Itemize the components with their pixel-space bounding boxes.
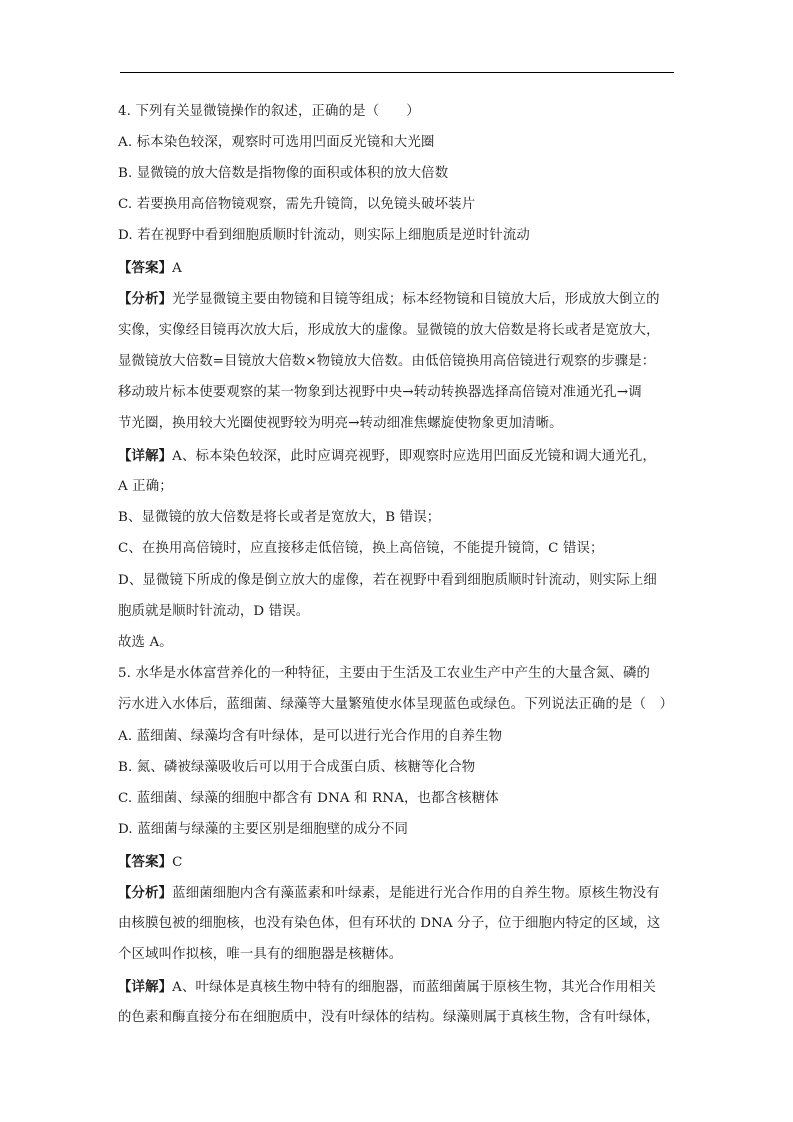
line-text: A、叶绿体是真核生物中特有的细胞器，而蓝细菌属于原核生物，其光合作用相关 bbox=[172, 980, 656, 995]
line-text: B. 显微镜的放大倍数是指物像的面积或体积的放大倍数 bbox=[118, 166, 449, 181]
line-text: 实像，实像经目镜再次放大后，形成放大的虚像。显微镜的放大倍数是将长或者是宽放大， bbox=[118, 323, 660, 338]
section-tag: 【详解】 bbox=[118, 979, 173, 995]
line-text: C. 若要换用高倍物镜观察，需先升镜筒，以免镜头破坏装片 bbox=[118, 197, 476, 212]
line-text: 蓝细菌细胞内含有藻蓝素和叶绿素，是能进行光合作用的自养生物。原核生物没有 bbox=[172, 886, 660, 901]
line-text: A 正确； bbox=[118, 479, 173, 494]
text-line bbox=[118, 571, 657, 591]
line-text: 4. 下列有关显微镜操作的叙述，正确的是（ ） bbox=[118, 104, 420, 119]
line-text: C bbox=[172, 855, 183, 870]
text-line bbox=[118, 602, 309, 622]
text-line bbox=[118, 1008, 660, 1028]
line-text: 5. 水华是水体富营养化的一种特征，主要由于生活及工农业生产中产生的大量含氮、磷的 bbox=[118, 666, 651, 681]
text-line bbox=[118, 539, 604, 559]
line-text: C. 蓝细菌、绿藻的细胞中都含有 DNA 和 RNA，也都含核糖体 bbox=[118, 791, 499, 806]
text-line bbox=[118, 321, 660, 341]
section-tag: 【答案】 bbox=[118, 854, 173, 870]
section-tag: 【分析】 bbox=[118, 885, 173, 901]
text-line bbox=[118, 133, 435, 153]
text-line bbox=[118, 102, 420, 122]
labeled-line bbox=[118, 977, 656, 998]
labeled-line bbox=[118, 289, 660, 310]
line-text: 个区域叫作拟核，唯一具有的细胞器是核糖体。 bbox=[118, 947, 403, 962]
line-text: A. 蓝细菌、绿藻均含有叶绿体，是可以进行光合作用的自养生物 bbox=[118, 729, 503, 744]
section-tag: 【详解】 bbox=[118, 448, 173, 464]
line-text: C、在换用高倍镜时，应直接移走低倍镜，换上高倍镜，不能提升镜筒，C 错误； bbox=[118, 541, 604, 556]
text-line bbox=[118, 508, 440, 528]
text-line bbox=[118, 820, 408, 840]
labeled-line bbox=[118, 258, 182, 279]
text-line bbox=[118, 414, 563, 434]
labeled-line bbox=[118, 852, 183, 873]
text-line bbox=[118, 664, 650, 684]
text-line bbox=[118, 164, 448, 184]
text-line bbox=[118, 945, 402, 965]
text-line bbox=[118, 226, 530, 246]
text-line bbox=[118, 695, 673, 715]
text-line bbox=[118, 758, 475, 778]
line-text: 移动玻片标本使要观察的某一物象到达视野中央→转动转换器选择高倍镜对准通光孔→调 bbox=[118, 385, 642, 400]
text-line bbox=[118, 383, 642, 403]
line-text: A bbox=[172, 261, 182, 276]
line-text: 故选 A。 bbox=[118, 635, 173, 650]
line-text: 显微镜放大倍数=目镜放大倍数×物镜放大倍数。由低倍镜换用高倍镜进行观察的步骤是： bbox=[118, 354, 656, 369]
section-tag: 【分析】 bbox=[118, 291, 173, 307]
line-text: B. 氮、磷被绿藻吸收后可以用于合成蛋白质、核糖等化合物 bbox=[118, 760, 476, 775]
line-text: 节光圈，换用较大光圈使视野较为明亮→转动细准焦螺旋使物象更加清晰。 bbox=[118, 416, 563, 431]
text-line bbox=[118, 195, 475, 215]
text-line bbox=[118, 914, 660, 934]
line-text: D. 蓝细菌与绿藻的主要区别是细胞壁的成分不同 bbox=[118, 822, 409, 837]
line-text: D、显微镜下所成的像是倒立放大的虚像，若在视野中看到细胞质顺时针流动，则实际上细 bbox=[118, 573, 657, 588]
line-text: A、标本染色较深，此时应调亮视野，即观察时应选用凹面反光镜和调大通光孔， bbox=[172, 449, 656, 464]
labeled-line bbox=[118, 446, 656, 467]
line-text: 污水进入水体后，蓝细菌、绿藻等大量繁殖使水体呈现蓝色或绿色。下列说法正确的是（ ） bbox=[118, 697, 674, 712]
text-line bbox=[118, 477, 173, 497]
labeled-line bbox=[118, 883, 660, 904]
section-tag: 【答案】 bbox=[118, 260, 173, 276]
line-text: 由核膜包被的细胞核，也没有染色体，但有环状的 DNA 分子，位于细胞内特定的区域，这 bbox=[118, 916, 661, 931]
header-rule bbox=[120, 72, 674, 73]
line-text: D. 若在视野中看到细胞质顺时针流动，则实际上细胞质是逆时针流动 bbox=[118, 228, 530, 243]
line-text: 的色素和酶直接分布在细胞质中，没有叶绿体的结构。绿藻则属于真核生物，含有叶绿体， bbox=[118, 1010, 660, 1025]
line-text: 光学显微镜主要由物镜和目镜等组成；标本经物镜和目镜放大后，形成放大倒立的 bbox=[172, 292, 660, 307]
text-line bbox=[118, 352, 655, 372]
text-line bbox=[118, 789, 499, 809]
line-text: A. 标本染色较深，观察时可选用凹面反光镜和大光圈 bbox=[118, 135, 435, 150]
text-line bbox=[118, 727, 502, 747]
text-line bbox=[118, 633, 173, 653]
line-text: B、显微镜的放大倍数是将长或者是宽放大，B 错误； bbox=[118, 510, 441, 525]
line-text: 胞质就是顺时针流动，D 错误。 bbox=[118, 604, 310, 619]
